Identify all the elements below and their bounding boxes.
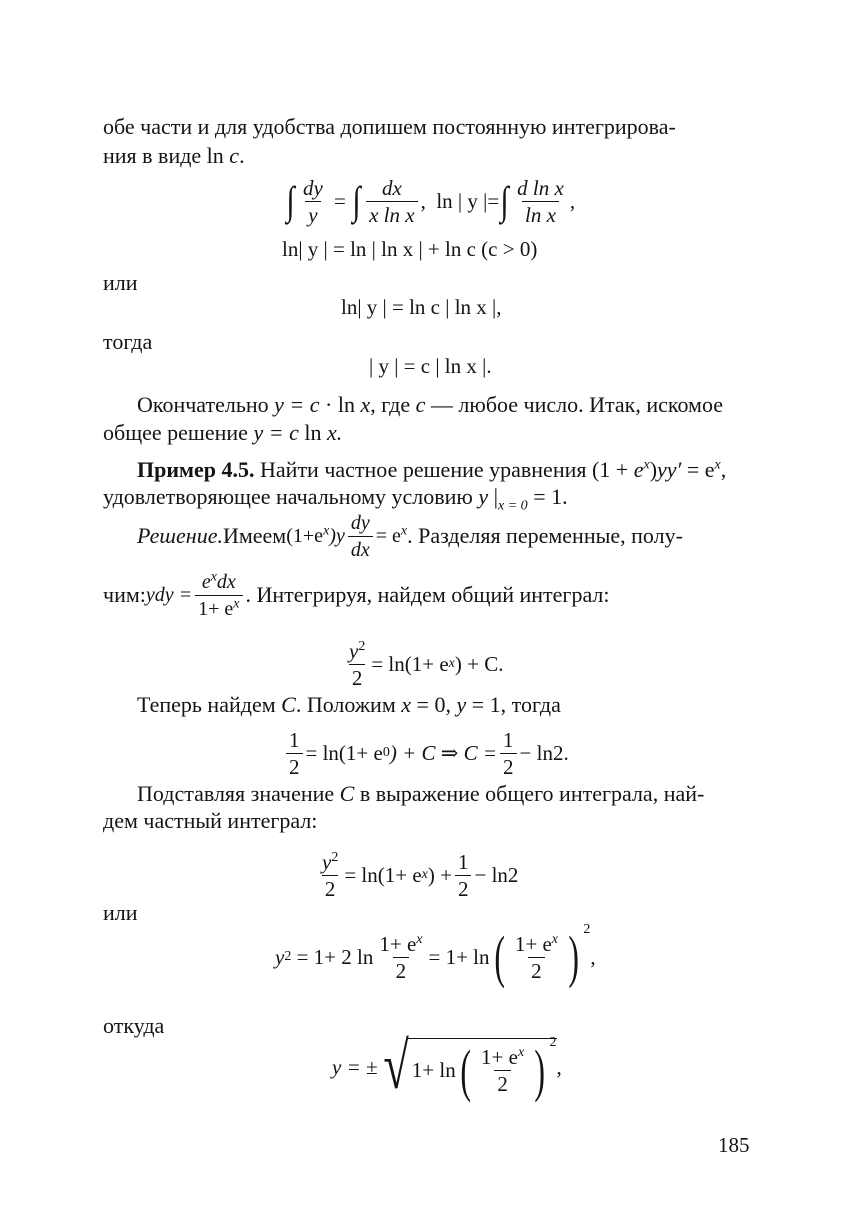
text-line: обе части и для удобства допишем постоянную интегрирова- bbox=[103, 114, 676, 139]
text-line: общее решение y = c ln x. bbox=[103, 420, 343, 445]
text-line: Подставляя значение C в выражение общего интеграла, най- bbox=[137, 781, 705, 806]
equation-constant: $\frac{1}{2}$ = ln(1+ e 0 ) + C ⇒ C = $\frac{1}{2}$ − ln2. bbox=[283, 723, 569, 783]
example-heading: Пример 4.5. Найти частное решение уравнения $(1 + e^x)yy' = e^x$, bbox=[137, 457, 727, 482]
equation-general-integral: $\frac{y^2}{2}$ = ln(1+ e x ) + C. bbox=[349, 638, 504, 690]
text-line: дем частный интеграл: bbox=[103, 808, 318, 833]
text-line: Окончательно y = c · ln x, где c — любое число. Итак, искомое bbox=[137, 392, 723, 417]
separation-line: чим: ydy = $\frac{e^xdx}{1+ e^x}$ . Интегрируя, найдем общий интеграл: bbox=[103, 568, 610, 620]
solution-line: Решение. Имеем $(1+e^x)y$ $\frac{dy}{dx}$ = $e^x$ . Разделяя переменные, полу- bbox=[137, 511, 683, 561]
equation-solution: y = ± √ 1+ ln ( $\frac{1+ e^x}{2}$ ) 2 , bbox=[332, 1030, 562, 1103]
equation-y-squared: y 2 = 1+ 2 ln $\frac{1+ e^x}{2}$ = 1+ ln ( $\frac{1+ e^x}{2}$ ) 2 , bbox=[275, 922, 596, 989]
text-line: или bbox=[103, 270, 138, 295]
equation-abs: | y | = c | ln x |. bbox=[369, 354, 492, 378]
page-number: 185 bbox=[718, 1133, 750, 1157]
equation-ln-c: ln| y | = ln c | ln x |, bbox=[341, 295, 502, 319]
text-line: откуда bbox=[103, 1013, 165, 1038]
text-line: Теперь найдем C. Положим x = 0, y = 1, тогда bbox=[137, 692, 561, 717]
text-line: ния в виде ln c. bbox=[103, 143, 245, 168]
text-line: удовлетворяющее начальному условию y $|_{x = 0} = 1$. bbox=[103, 484, 568, 514]
equation-particular-integral: $\frac{y^2}{2}$ = ln(1+ e x ) + $\frac{1}{2}$ − ln2 bbox=[322, 849, 519, 901]
equation-ln: ln| y | = ln | ln x | + ln c (c > 0) bbox=[282, 237, 538, 261]
text-line: или bbox=[103, 900, 138, 925]
equation-integral: ∫ $\frac{dy}{y}$ = ∫ $\frac{dx}{\text{x ln x}}$ , ln | y |= ∫ $\frac{\text{d ln x}}{\text{ln x}}$ , bbox=[286, 175, 576, 227]
text-line: тогда bbox=[103, 329, 153, 354]
